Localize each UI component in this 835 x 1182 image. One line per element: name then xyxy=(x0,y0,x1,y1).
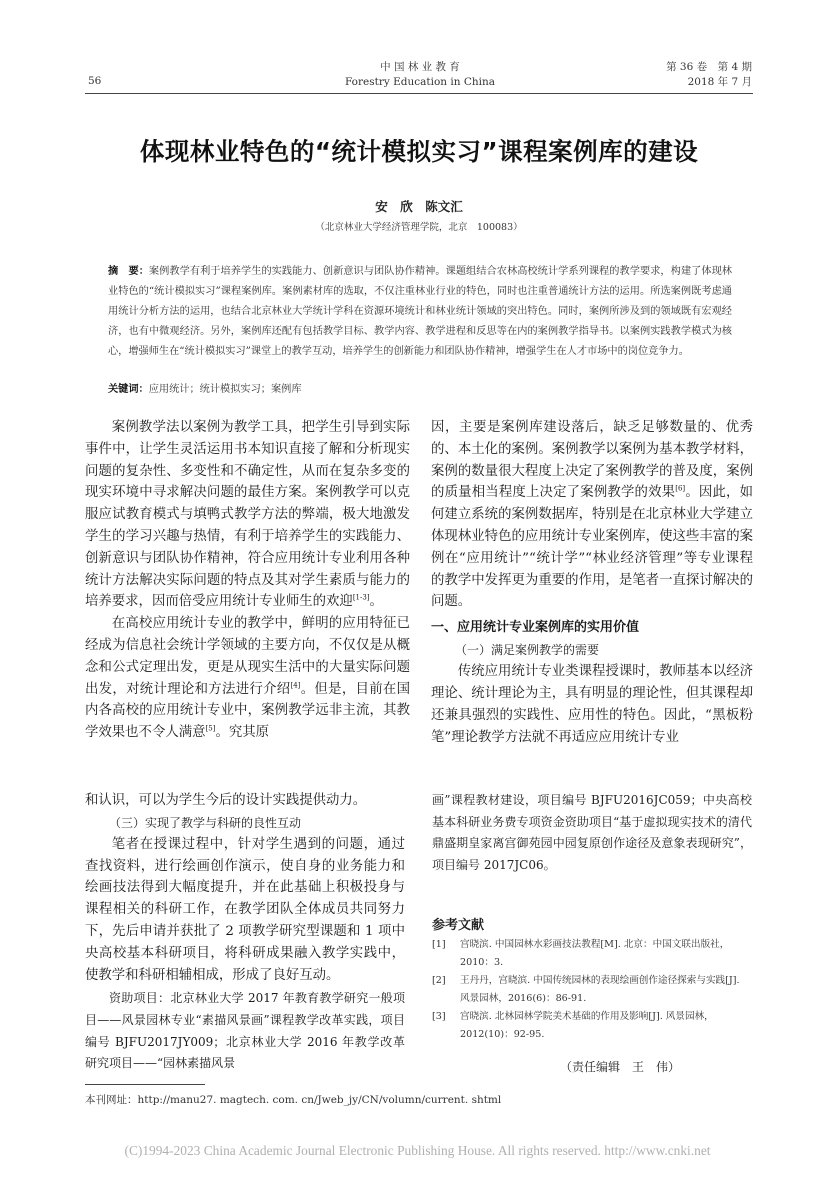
body-paragraph: 在高校应用统计专业的教学中，鲜明的应用特征已经成为信息社会统计学领域的主要方向，不仅仅是从概念和公式定理出发，更是从现实生活中的大量实际问题出发，对统计理论和方法进行介绍[4]。但是，目前在国内各高校的应用统计专业中，案例教学远非主流，其教学效果也不令人满意[5]。究其原 xyxy=(85,616,411,741)
references-heading: 参考文献 xyxy=(432,918,485,933)
header-rule xyxy=(85,93,753,94)
issue-date: 2018 年 7 月 xyxy=(687,76,752,88)
footnote-rule xyxy=(85,1084,205,1085)
editor-note: （责任编辑 王 伟） xyxy=(560,1060,681,1074)
citation: [6] xyxy=(675,484,686,493)
citation: [1-3] xyxy=(352,593,370,602)
affiliation: （北京林业大学经济管理学院，北京 100083） xyxy=(315,222,523,233)
keywords-text: 应用统计；统计模拟实习；案例库 xyxy=(148,384,302,395)
funding-note xyxy=(85,988,405,1074)
reference-item: [1] 宫晓滨. 中国园林水彩画技法教程[M]. 北京：中国文联出版社，2010：3. xyxy=(432,939,730,968)
keywords xyxy=(108,380,732,400)
funding-continued: 画”课程教材建设，项目编号 BJFU2016JC059；中央高校基本科研业务费专项资金资助项目“基于虚拟现实技术的清代鼎盛期皇家离宫御苑园中园复原创作途径及意象表现研究”，项目编号 2017JC06。 xyxy=(432,793,752,872)
citation: [4] xyxy=(290,681,301,690)
left-column xyxy=(85,417,410,744)
body-paragraph: 和认识，可以为学生今后的设计实践提供动力。 xyxy=(85,793,367,808)
section-heading: 一、应用统计专业案例库的实用价值 xyxy=(431,620,640,636)
keywords-label: 关键词： xyxy=(108,384,149,395)
abstract-text: 案例教学有利于培养学生的实践能力、创新意识与团队协作精神。课题组结合农林高校统计学系列课程的教学要求，构建了体现林业特色的“统计模拟实习”课程案例库。案例素材库的选取，不仅注重林业行业的特色，同时也注重普通统计方法的运用。所选案例既考虑通用统计分析方法的运用，也结合北京林业大学统计学科在资源环境统计和林业统计领域的突出特色。同时，案例所涉及到的领域既有宏观经济，也有中微观经济。另外，案例库还配有包括教学目标、教学内容、教学进程和反思等在内的案例教学指导书。以案例实践教学模式为核心，增强师生在“统计模拟实习”课堂上的教学互动，培养学生的创新能力和团队协作精神，增强学生在人才市场中的岗位竞争力。 xyxy=(108,266,732,357)
article-title: 体现林业特色的“统计模拟实习”课程案例库的建设 xyxy=(139,137,699,166)
copyright-notice: (C)1994-2023 China Academic Journal Electronic Publishing House. All rights reserved. http://www.cnki.net xyxy=(124,1143,711,1158)
abstract-label: 摘 要： xyxy=(108,266,149,277)
subsection-heading: （三）实现了教学与科研的良性互动 xyxy=(109,815,302,830)
funding-label: 资助项目： xyxy=(109,991,171,1006)
journal-name-cn: 中 国 林 业 教 育 xyxy=(380,61,460,73)
journal-url[interactable]: 本刊网址：http://manu27. magtech. com. cn/Jweb_jy/CN/volumn/current. shtml xyxy=(85,1094,502,1106)
reference-item: [3] 宫晓滨. 北林园林学院美术基础的作用及影响[J]. 风景园林，2012(10)：92-95. xyxy=(432,1011,714,1040)
subsection-heading: （一）满足案例教学的需要 xyxy=(455,643,600,658)
lower-left-column xyxy=(85,790,405,1075)
right-column xyxy=(431,417,753,748)
journal-name-en: Forestry Education in China xyxy=(344,76,496,88)
body-paragraph: 传统应用统计专业类课程授课时，教师基本以经济理论、统计理论为主，具有明显的理论性，但其课程却还兼具强烈的实践性、应用性的特色。因此，“黑板粉笔”理论教学方法就不再适应应用统计专业 xyxy=(431,664,753,745)
authors: 安 欣 陈文汇 xyxy=(375,199,463,214)
body-paragraph: 案例教学法以案例为教学工具，把学生引导到实际事件中，让学生灵活运用书本知识直接了解和分析现实问题的复杂性、多变性和不确定性，从而在复杂多变的现实环境中寻求解决问题的最佳方案。案例教学可以克服应试教育模式与填鸭式教学方法的弊端，极大地激发学生的学习兴趣与热情，有利于培养学生的实践能力、创新意识与团队协作精神，符合应用统计专业利用各种统计方法解决实际问题的特点及其对学生素质与能力的培养要求，因而倍受应用统计专业师生的欢迎[1-3]。 xyxy=(85,420,410,610)
page-number: 56 xyxy=(88,75,102,87)
body-paragraph: 笔者在授课过程中，针对学生遇到的问题，通过查找资料，进行绘画创作演示，使自身的业务能力和绘画技法得到大幅度提升，并在此基础上积极投身与课程相关的科研工作，在教学团队全体成员共同努力下，先后申请并获批了 2 项教学研究型课题和 1 项中央高校基本科研项目，将科研成果融入教学实践中，使教学和科研相辅相成，形成了良好互动。 xyxy=(85,836,405,983)
reference-item: [2] 王丹丹，宫晓滨. 中国传统园林的表现绘画创作途径探索与实践[J]. 风景园林，2016(6)：86-91. xyxy=(432,975,740,1004)
funding-text: 北京林业大学 2017 年教育教学研究一般项目——风景园林专业“素描风景画”课程教学改革实践，项目编号 BJFU2017JY009；北京林业大学 2016 年教学改革研究项目——“园林素描风景 xyxy=(85,991,405,1071)
volume-issue: 第 36 卷 第 4 期 xyxy=(666,61,752,73)
citation: [5] xyxy=(205,724,216,733)
abstract xyxy=(108,262,732,362)
body-paragraph: 因，主要是案例库建设落后，缺乏足够数量的、优秀的、本土化的案例。案例教学以案例为基本教学材料，案例的数量很大程度上决定了案例教学的普及度，案例的质量相当程度上决定了案例教学的效果[6]。因此，如何建立系统的案例数据库，特别是在北京林业大学建立体现林业特色的应用统计专业案例库，使这些丰富的案例在“应用统计”“统计学”“林业经济管理”等专业课程的教学中发挥更为重要的作用，是笔者一直探讨解决的问题。 xyxy=(431,420,753,610)
